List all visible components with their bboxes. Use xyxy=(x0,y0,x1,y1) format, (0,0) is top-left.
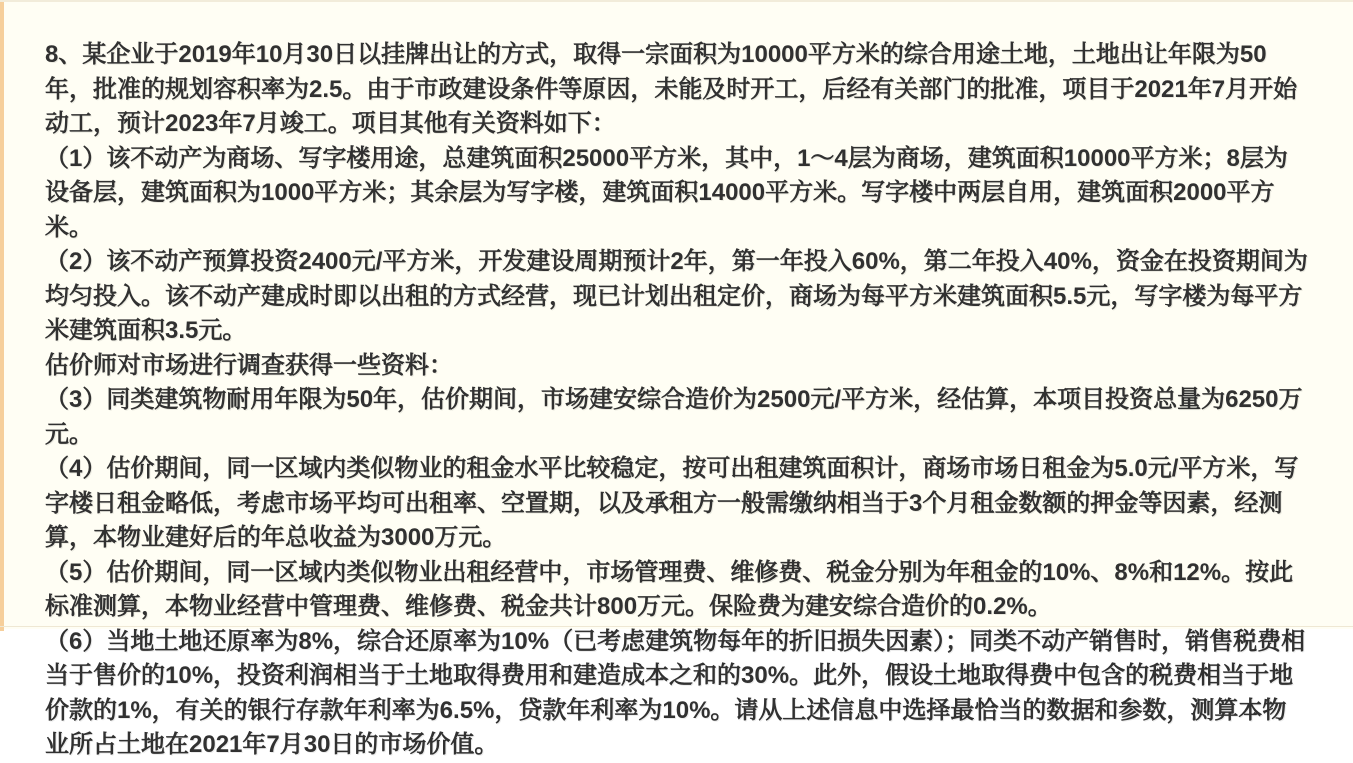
survey-intro: 估价师对市场进行调查获得一些资料： xyxy=(45,351,453,379)
bottom-hairline xyxy=(0,626,1353,627)
question-item-2: （2）该不动产预算投资2400元/平方米，开发建设周期预计2年，第一年投入60%，第二年投入40%，资金在投资期间为均匀投入。该不动产建成时即以出租的方式经营，现已计划出租定价，商场为每平方米建筑面积5.5元，写字楼为每平方米建筑面积3.5元。 xyxy=(45,248,1308,344)
question-item-3: （3）同类建筑物耐用年限为50年，估价期间，市场建安综合造价为2500元/平方米，经估算，本项目投资总量为6250万元。 xyxy=(45,386,1303,448)
question-stem: 8、某企业于2019年10月30日以挂牌出让的方式，取得一宗面积为10000平方米的综合用途土地，土地出让年限为50年，批准的规划容积率为2.5。由于市政建设条件等原因，未能及时开工，后经有关部门的批准，项目于2021年7月开始动工，预计2023年7月竣工。项目其他有关资料如下： xyxy=(45,41,1298,137)
question-item-6: （6）当地土地还原率为8%，综合还原率为10%（已考虑建筑物每年的折旧损失因素）；同类不动产销售时，销售税费相当于售价的10%，投资利润相当于土地取得费用和建造成本之和的30%。此外，假设土地取得费中包含的税费相当于地价款的1%，有关的银行存款年利率为6.5%，贷款年利率为10%。请从上述信息中选择最恰当的数据和参数，测算本物业所占土地在2021年7月30日的市场价值。 xyxy=(45,627,1306,758)
question-text-block xyxy=(0,2,1353,763)
question-item-5: （5）估价期间，同一区域内类似物业出租经营中，市场管理费、维修费、税金分别为年租金的10%、8%和12%。按此标准测算，本物业经营中管理费、维修费、税金共计800万元。保险费为建安综合造价的0.2%。 xyxy=(45,558,1294,620)
question-item-4: （4）估价期间，同一区域内类似物业的租金水平比较稳定，按可出租建筑面积计，商场市场日租金为5.0元/平方米，写字楼日租金略低，考虑市场平均可出租率、空置期，以及承租方一般需缴纳相当于3个月租金数额的押金等因素，经测算，本物业建好后的年总收益为3000万元。 xyxy=(45,455,1299,551)
question-item-1: （1）该不动产为商场、写字楼用途，总建筑面积25000平方米，其中，1～4层为商场，建筑面积10000平方米；8层为设备层，建筑面积为1000平方米；其余层为写字楼，建筑面积14000平方米。写字楼中两层自用，建筑面积2000平方米。 xyxy=(45,144,1288,241)
